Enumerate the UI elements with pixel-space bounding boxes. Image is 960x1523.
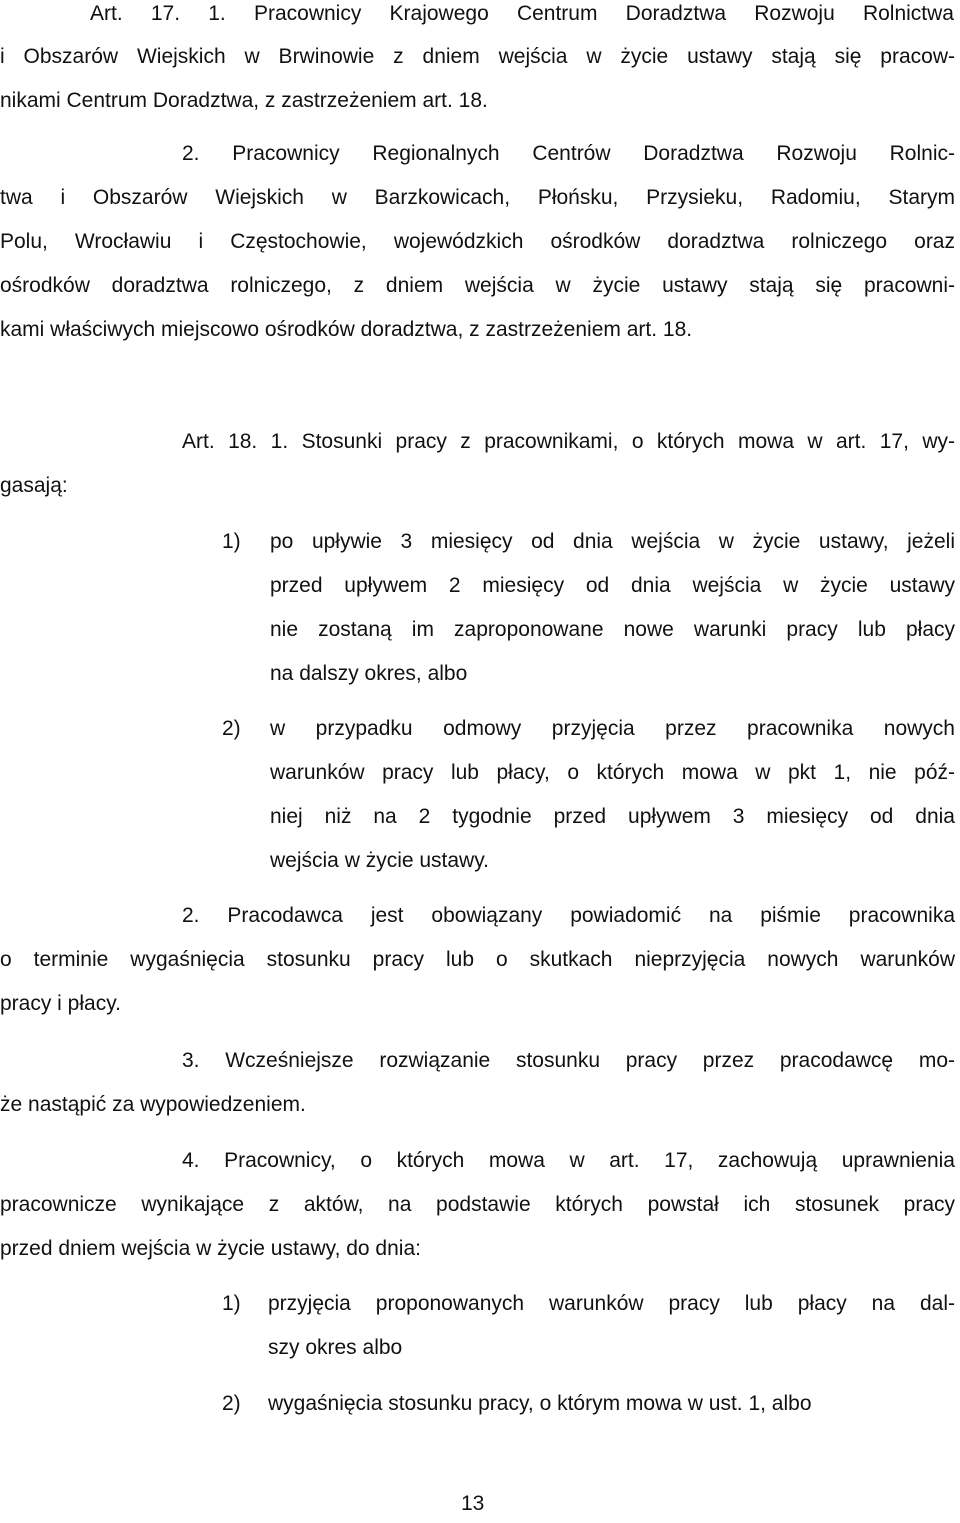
- text-line: o terminie wygaśnięcia stosunku pracy lub o skutkach nieprzyjęcia nowych warunków: [0, 948, 955, 971]
- text-line: Polu, Wrocławiu i Częstochowie, wojewódzkich ośrodków doradztwa rolniczego oraz: [0, 230, 955, 253]
- text-line: 4. Pracownicy, o których mowa w art. 17, zachowują uprawnienia: [182, 1149, 955, 1172]
- text-line: 3. Wcześniejsze rozwiązanie stosunku pracy przez pracodawcę mo-: [182, 1049, 955, 1072]
- text-line: i Obszarów Wiejskich w Brwinowie z dniem wejścia w życie ustawy stają się pracow-: [0, 45, 955, 68]
- text-line: Art. 18. 1. Stosunki pracy z pracownikami, o których mowa w art. 17, wy-: [182, 430, 955, 453]
- text-line: że nastąpić za wypowiedzeniem.: [0, 1093, 306, 1116]
- text-line: przed dniem wejścia w życie ustawy, do dnia:: [0, 1237, 421, 1260]
- text-line: nie zostaną im zaproponowane nowe warunki pracy lub płacy: [270, 618, 955, 641]
- text-line: na dalszy okres, albo: [270, 662, 468, 685]
- text-line: 2. Pracownicy Regionalnych Centrów Doradztwa Rozwoju Rolnic-: [182, 142, 955, 165]
- text-line: warunków pracy lub płacy, o których mowa w pkt 1, nie póź-: [270, 761, 955, 784]
- text-line: wygaśnięcia stosunku pracy, o którym mowa w ust. 1, albo: [268, 1392, 812, 1415]
- list-number: 1): [222, 530, 241, 553]
- text-line: ośrodków doradztwa rolniczego, z dniem wejścia w życie ustawy stają się pracowni-: [0, 274, 955, 297]
- text-line: pracownicze wynikające z aktów, na podstawie których powstał ich stosunek pracy: [0, 1193, 955, 1216]
- text-line: w przypadku odmowy przyjęcia przez pracownika nowych: [270, 717, 955, 740]
- text-line: wejścia w życie ustawy.: [270, 849, 490, 872]
- list-number: 2): [222, 717, 241, 740]
- list-number: 2): [222, 1392, 241, 1415]
- text-line: szy okres albo: [268, 1336, 403, 1359]
- text-line: twa i Obszarów Wiejskich w Barzkowicach, Płońsku, Przysieku, Radomiu, Starym: [0, 186, 955, 209]
- text-line: Art. 17. 1. Pracownicy Krajowego Centrum Doradztwa Rozwoju Rolnictwa: [90, 2, 954, 25]
- text-line: 2. Pracodawca jest obowiązany powiadomić na piśmie pracownika: [182, 904, 955, 927]
- text-line: niej niż na 2 tygodnie przed upływem 3 miesięcy od dnia: [270, 805, 955, 828]
- list-number: 1): [222, 1292, 241, 1315]
- text-line: przed upływem 2 miesięcy od dnia wejścia w życie ustawy: [270, 574, 955, 597]
- text-line: nikami Centrum Doradztwa, z zastrzeżeniem art. 18.: [0, 89, 488, 112]
- text-line: po upływie 3 miesięcy od dnia wejścia w życie ustawy, jeżeli: [270, 530, 955, 553]
- text-line: pracy i płacy.: [0, 992, 121, 1015]
- text-line: przyjęcia proponowanych warunków pracy lub płacy na dal-: [268, 1292, 955, 1315]
- text-line: gasają:: [0, 474, 68, 497]
- page-number: 13: [461, 1492, 485, 1515]
- text-line: kami właściwych miejscowo ośrodków doradztwa, z zastrzeżeniem art. 18.: [0, 318, 693, 341]
